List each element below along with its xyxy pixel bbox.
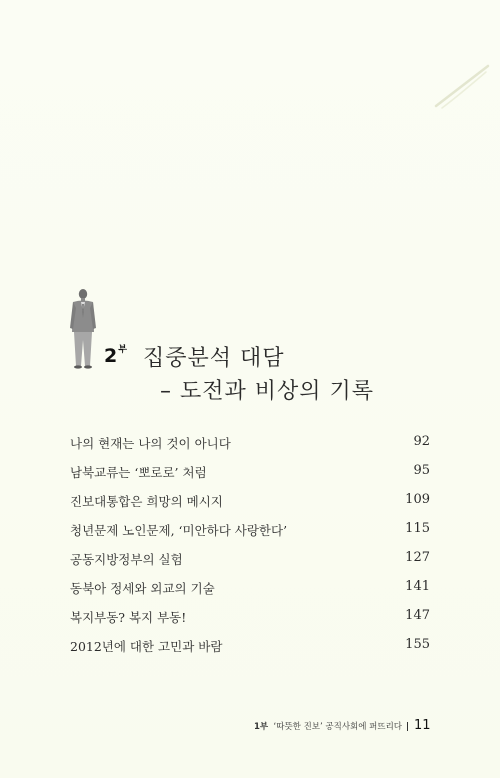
running-header: [254, 720, 402, 732]
part-number-digit: 2: [104, 345, 118, 367]
page-number: 11: [414, 718, 431, 733]
toc-entry-title: 2012년에 대한 고민과 바람: [70, 639, 223, 654]
toc-entry[interactable]: [70, 546, 430, 575]
toc-entry[interactable]: [70, 430, 430, 459]
part-number: [104, 342, 127, 367]
footer-running-title: ‘따뜻한 진보’ 공직사회에 퍼뜨리다: [273, 722, 402, 732]
person-figure-illustration: [66, 288, 100, 370]
toc-entry-title: 나의 현재는 나의 것이 아니다: [70, 436, 231, 451]
page-footer: [0, 719, 500, 735]
toc-entry-title: 진보대통합은 희망의 메시지: [70, 494, 223, 509]
toc-entry[interactable]: [70, 459, 430, 488]
part-title: 집중분석 대담: [143, 346, 285, 371]
toc-entry[interactable]: [70, 517, 430, 546]
footer-part-label: 1부: [253, 722, 269, 732]
toc-entry[interactable]: [70, 488, 430, 517]
toc-entry-title: 공동지방정부의 실험: [70, 552, 183, 567]
part-subtitle: – 도전과 비상의 기록: [160, 379, 374, 404]
toc-entry-page: 127: [405, 550, 430, 565]
toc-entry-title: 청년문제 노인문제, ‘미안하다 사랑한다’: [70, 523, 288, 538]
toc-entry-title: 동북아 정세와 외교의 기술: [70, 581, 215, 596]
toc-entry-title: 남북교류는 ‘뽀로로’ 처럼: [70, 465, 207, 480]
toc-entry-page: 141: [405, 579, 430, 594]
toc-entry-page: 92: [413, 434, 430, 449]
toc-entry-page: 109: [405, 492, 430, 507]
toc-entry-page: 155: [405, 637, 430, 652]
toc-entry[interactable]: [70, 575, 430, 604]
toc-entry[interactable]: [70, 604, 430, 633]
footer-divider: [407, 722, 408, 731]
table-of-contents: [70, 430, 430, 662]
decorative-flourish: [432, 62, 492, 112]
toc-entry[interactable]: [70, 633, 430, 662]
toc-entry-title: 복지부동? 복지 부동!: [70, 610, 187, 625]
toc-entry-page: 95: [413, 463, 430, 478]
toc-entry-page: 115: [405, 521, 430, 536]
toc-entry-page: 147: [405, 608, 430, 623]
part-number-suffix: 부: [118, 345, 127, 355]
